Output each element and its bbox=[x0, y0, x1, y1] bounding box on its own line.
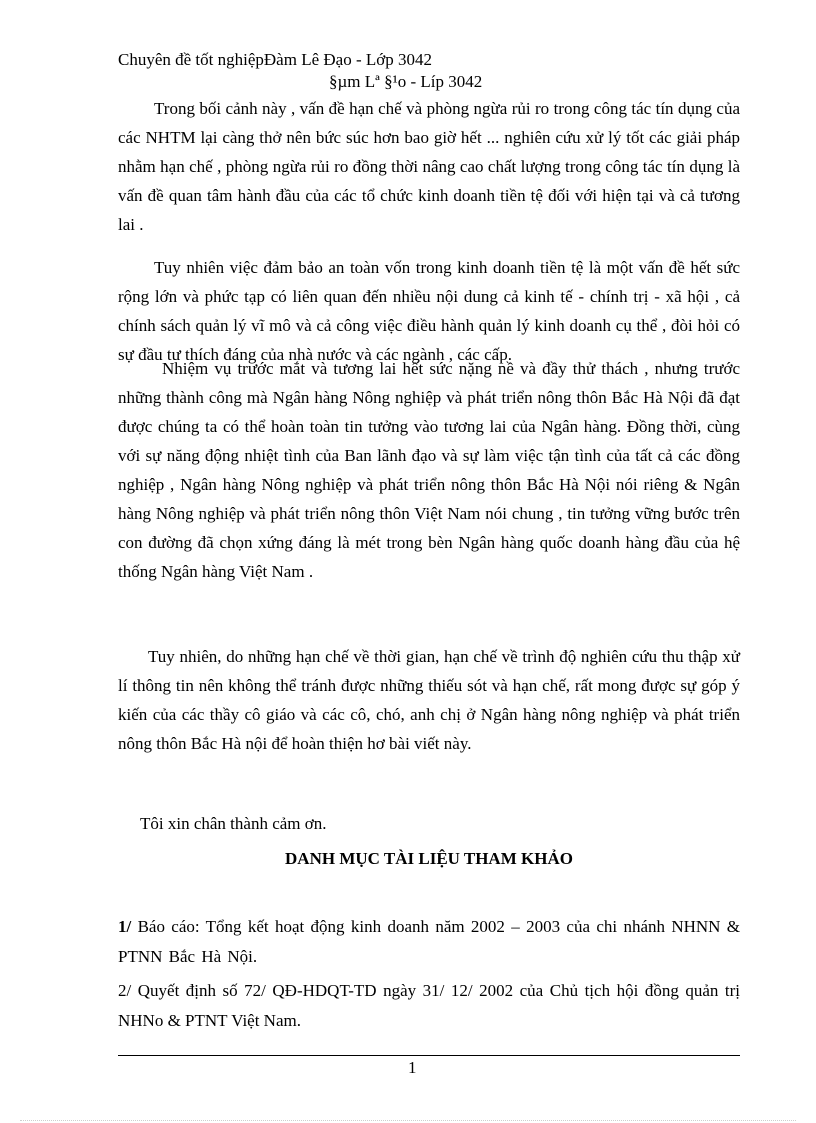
paragraph-context: Trong bối cảnh này , vấn đề hạn chế và phòng ngừa rủi ro trong công tác tín dụng của các NHTM lại càng thở nên bức súc hơn bao giờ hết ... nghiên cứu xử lý tốt các giải pháp nhằm hạn chế , phòng ngừa rủi ro đồng thời nâng cao chất lượng trong công tác tín dụng là vấn đề quan tâm hành đầu của các tổ chức kinh doanh tiền tệ đối với hiện tại và cả tương lai . bbox=[118, 99, 740, 234]
paragraph-future-tasks: Nhiệm vụ trước mắt và tương lai hết sức nặng nề và đầy thử thách , nhưng trước những thành công mà Ngân hàng Nông nghiệp và phát triển nông thôn Bắc Hà Nội đã đạt được chúng ta có thể hoàn toàn tin tưởng vào tương lai của Ngân hàng. Đồng thời, cùng với sự năng động nhiệt tình của Ban lãnh đạo và sự làm việc tận tình của tất cả các đồng nghiệp , Ngân hàng Nông nghiệp và phát triển nông thôn Bắc Hà Nội nói riêng & Ngân hàng Nông nghiệp và phát triển nông thôn Việt Nam nói chung , tin tưởng vững bước trên con đường đã chọn xứng đáng là mét trong bèn Ngân hàng quốc doanh hàng đầu của hệ thống Ngân hàng Việt Nam . bbox=[118, 359, 740, 581]
running-header-encoded: §µm Lª §¹o - Líp 3042 bbox=[329, 72, 483, 91]
references-heading: DANH MỤC TÀI LIỆU THAM KHẢO bbox=[285, 849, 573, 868]
reference-item bbox=[118, 976, 740, 1036]
reference-text: Quyết định số 72/ QĐ-HDQT-TD ngày 31/ 12/ 2002 của Chủ tịch hội đồng quản trị NHNo & PTNT Việt Nam. bbox=[118, 981, 740, 1030]
reference-text: Báo cáo: Tổng kết hoạt động kinh doanh năm 2002 – 2003 của chi nhánh NHNN & PTNN Bắc Hà Nội. bbox=[118, 917, 740, 966]
reference-item bbox=[118, 912, 740, 972]
reference-number: 2/ bbox=[118, 981, 132, 1000]
running-header: Chuyên đề tốt nghiệpĐàm Lê Đạo - Lớp 3042 bbox=[118, 50, 432, 69]
paragraph-thanks: Tôi xin chân thành cảm ơn. bbox=[140, 814, 327, 833]
paragraph-capital-safety: Tuy nhiên việc đảm bảo an toàn vốn trong kinh doanh tiền tệ là một vấn đề hết sức rộng lớn và phức tạp có liên quan đến nhiều nội dung cả kinh tế - chính trị - xã hội , cả chính sách quản lý vĩ mô và cả công việc điều hành quản lý kinh doanh cụ thể , đòi hỏi có sự đầu tư thích đáng của nhà nước và các ngành , các cấp. bbox=[118, 258, 740, 364]
footer-divider bbox=[118, 1055, 740, 1056]
reference-number: 1/ bbox=[118, 917, 132, 936]
paragraph-limitations: Tuy nhiên, do những hạn chế về thời gian, hạn chế về trình độ nghiên cứu thu thập xử lí thông tin nên không thể tránh được những thiếu sót và hạn chế, rất mong được sự góp ý kiến của các thầy cô giáo và các cô, chó, anh chị ở Ngân hàng nông nghiệp và phát triển nông thôn Bắc Hà nội để hoàn thiện hơ bài viết này. bbox=[118, 647, 740, 753]
page-edge-divider bbox=[20, 1120, 796, 1121]
page-number: 1 bbox=[408, 1058, 417, 1077]
